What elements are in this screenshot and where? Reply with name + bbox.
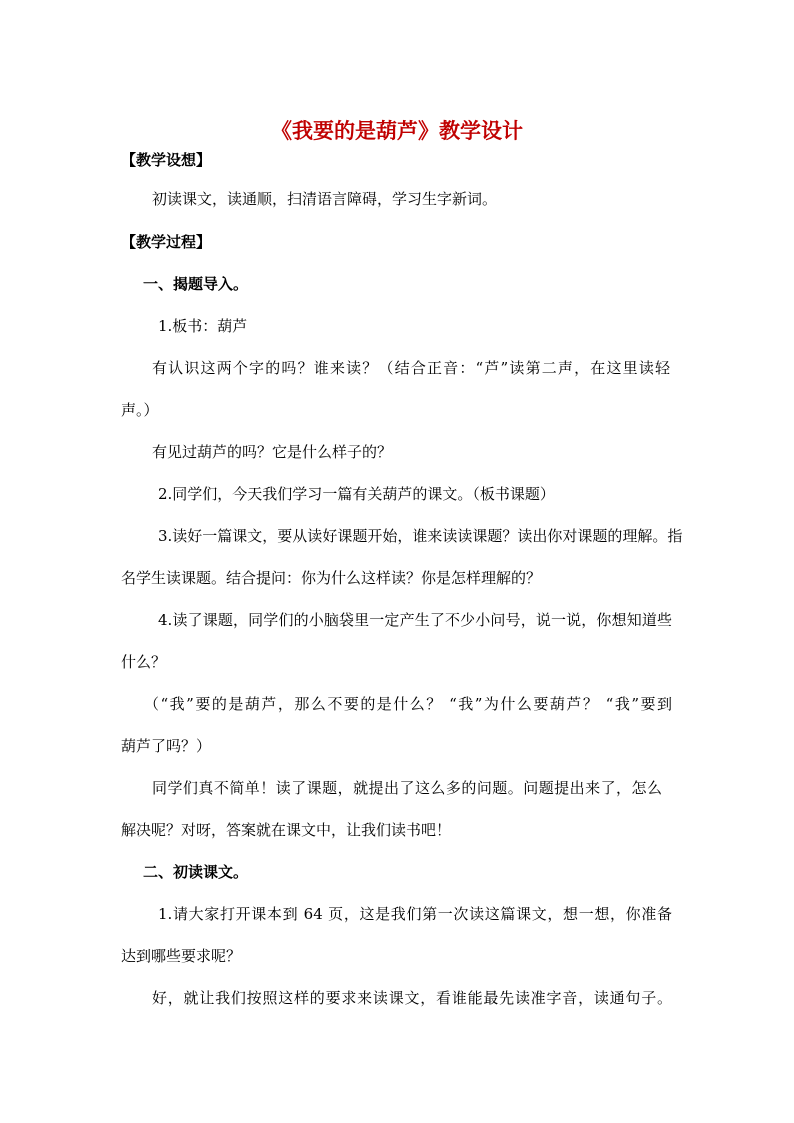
questions-line-2: 葫芦了吗？） bbox=[121, 737, 212, 755]
step-3-line-2: 名学生读课题。结合提问：你为什么这样读？你是怎样理解的？ bbox=[121, 569, 542, 587]
design-paragraph: 初读课文，读通顺，扫清语言障碍，学习生字新词。 bbox=[152, 190, 498, 208]
step-5-line-1: 1.请大家打开课本到 64 页，这是我们第一次读这篇课文，想一想，你准备 bbox=[158, 905, 672, 923]
paragraph-3-line-2: 解决呢？对呀，答案就在课文中，让我们读书吧！ bbox=[121, 821, 452, 839]
paragraph-1-line-2: 声。） bbox=[121, 401, 159, 419]
step-1-board-writing: 1.板书：葫芦 bbox=[158, 317, 248, 335]
paragraph-1-line-1: 有认识这两个字的吗？谁来读？（结合正音：“芦”读第二声，在这里读轻 bbox=[152, 359, 670, 377]
document-title: 《我要的是葫芦》教学设计 bbox=[271, 118, 523, 144]
section-heading-process: 【教学过程】 bbox=[121, 233, 212, 251]
questions-line-1: （“我”要的是葫芦，那么不要的是什么？ “我”为什么要葫芦？ “我”要到 bbox=[144, 695, 672, 713]
step-2: 2.同学们，今天我们学习一篇有关葫芦的课文。（板书课题） bbox=[158, 485, 555, 503]
paragraph-3-line-1: 同学们真不简单！读了课题，就提出了这么多的问题。问题提出来了，怎么 bbox=[152, 779, 662, 797]
section-heading-design: 【教学设想】 bbox=[121, 151, 212, 169]
paragraph-2: 有见过葫芦的吗？它是什么样子的？ bbox=[152, 443, 393, 461]
part2-heading: 二、初读课文。 bbox=[143, 863, 249, 881]
paragraph-4: 好，就让我们按照这样的要求来读课文，看谁能最先读准字音，读通句子。 bbox=[152, 989, 672, 1007]
step-3-line-1: 3.读好一篇课文，要从读好课题开始，谁来读读课题？读出你对课题的理解。指 bbox=[158, 527, 683, 545]
step-4-line-2: 什么？ bbox=[121, 653, 167, 671]
part1-heading: 一、揭题导入。 bbox=[143, 275, 249, 293]
step-4-line-1: 4.读了课题，同学们的小脑袋里一定产生了不少小问号，说一说，你想知道些 bbox=[158, 611, 672, 629]
step-5-line-2: 达到哪些要求呢？ bbox=[121, 947, 242, 965]
